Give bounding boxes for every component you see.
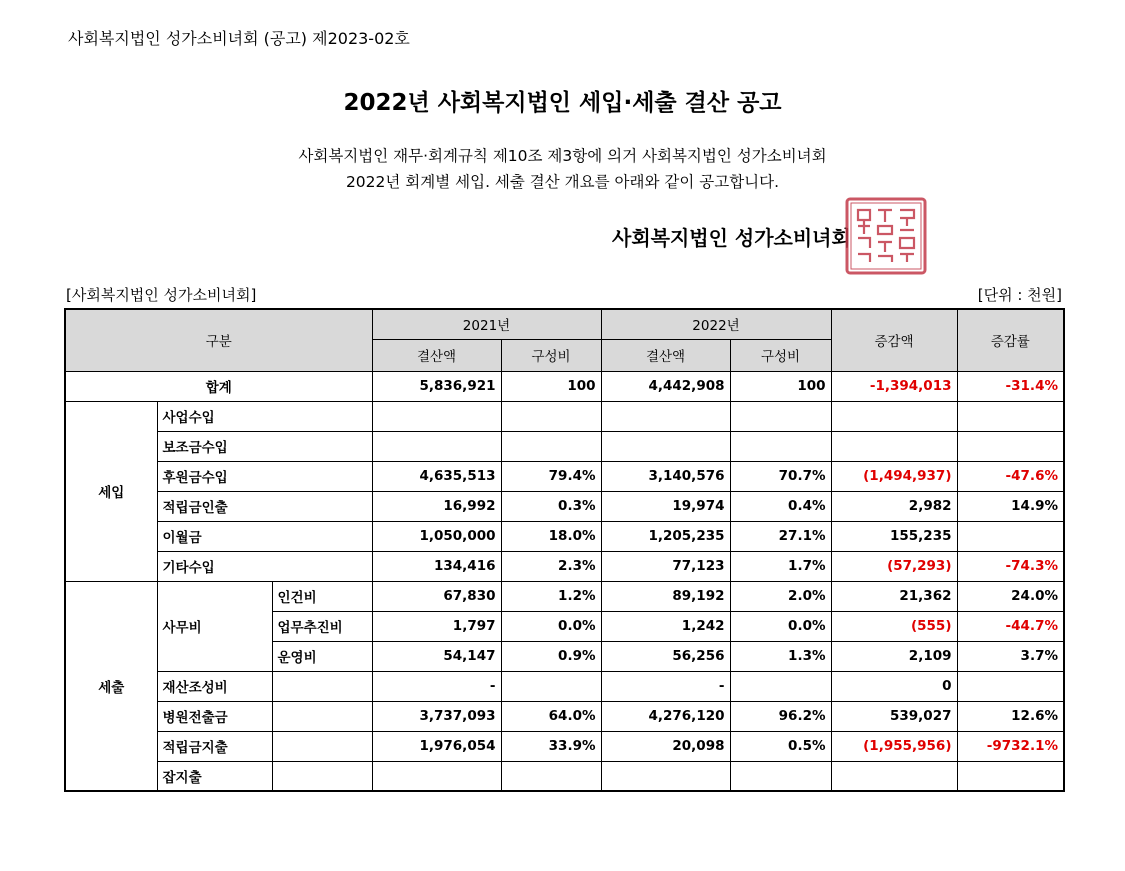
cell-amount-2021 <box>372 401 501 431</box>
cell-change <box>831 431 957 461</box>
table-row <box>65 551 1064 581</box>
cell-ratio-2021: 2.3% <box>501 551 601 581</box>
cell-amount-2021: 4,635,513 <box>372 461 501 491</box>
cell-rate <box>957 761 1064 791</box>
cell-amount-2022: 89,192 <box>601 581 730 611</box>
cell-ratio-2022 <box>730 401 831 431</box>
subcategory-office: 사무비 <box>157 581 272 671</box>
cell-change: (1,955,956) <box>831 731 957 761</box>
empty-cell <box>272 731 372 761</box>
cell-ratio-2021: 33.9% <box>501 731 601 761</box>
cell-rate: 3.7% <box>957 641 1064 671</box>
cell-rate <box>957 431 1064 461</box>
category-revenue: 세입 <box>65 401 157 581</box>
signature-name: 사회복지법인 성가소비녀회 <box>612 226 851 250</box>
cell-change: 539,027 <box>831 701 957 731</box>
cell-ratio-2021: 0.3% <box>501 491 601 521</box>
cell-change: 0 <box>831 671 957 701</box>
table-row <box>65 671 1064 701</box>
cell-amount-2022: 4,442,908 <box>601 371 730 401</box>
cell-rate: 14.9% <box>957 491 1064 521</box>
item-label: 업무추진비 <box>272 611 372 641</box>
cell-change: 2,109 <box>831 641 957 671</box>
intro-line: 사회복지법인 재무·회계규칙 제10조 제3항에 의거 사회복지법인 성가소비녀회 <box>298 147 827 165</box>
cell-amount-2022: 20,098 <box>601 731 730 761</box>
cell-ratio-2022 <box>730 761 831 791</box>
cell-amount-2022: 4,276,120 <box>601 701 730 731</box>
item-label: 이월금 <box>157 521 372 551</box>
cell-amount-2021: 1,797 <box>372 611 501 641</box>
item-label: 인건비 <box>272 581 372 611</box>
header-ratio-2021: 구성비 <box>501 339 601 371</box>
item-label: 보조금수입 <box>157 431 372 461</box>
cell-ratio-2022 <box>730 671 831 701</box>
cell-amount-2021: 5,836,921 <box>372 371 501 401</box>
header-ratio-2022: 구성비 <box>730 339 831 371</box>
cell-ratio-2022: 96.2% <box>730 701 831 731</box>
cell-rate: -47.6% <box>957 461 1064 491</box>
document-number: 사회복지법인 성가소비녀회 (공고) 제2023-02호 <box>68 29 410 48</box>
cell-amount-2022 <box>601 761 730 791</box>
item-label: 적립금인출 <box>157 491 372 521</box>
cell-rate: -74.3% <box>957 551 1064 581</box>
cell-amount-2022: 1,205,235 <box>601 521 730 551</box>
cell-rate: -9732.1% <box>957 731 1064 761</box>
cell-change: (1,494,937) <box>831 461 957 491</box>
official-seal-icon <box>844 196 928 276</box>
item-label: 잡지출 <box>157 761 272 791</box>
cell-change <box>831 761 957 791</box>
item-label: 사업수입 <box>157 401 372 431</box>
cell-change: 21,362 <box>831 581 957 611</box>
cell-rate <box>957 671 1064 701</box>
cell-amount-2022: 56,256 <box>601 641 730 671</box>
cell-ratio-2021: 79.4% <box>501 461 601 491</box>
cell-rate: -31.4% <box>957 371 1064 401</box>
cell-ratio-2022: 100 <box>730 371 831 401</box>
unit-label: [단위 : 천원] <box>977 286 1062 304</box>
table-row <box>65 761 1064 791</box>
cell-ratio-2022: 1.7% <box>730 551 831 581</box>
cell-ratio-2021: 18.0% <box>501 521 601 551</box>
item-label: 운영비 <box>272 641 372 671</box>
cell-amount-2021 <box>372 431 501 461</box>
cell-change: -1,394,013 <box>831 371 957 401</box>
cell-rate: 12.6% <box>957 701 1064 731</box>
cell-change: 155,235 <box>831 521 957 551</box>
cell-ratio-2021 <box>501 401 601 431</box>
cell-ratio-2022: 0.5% <box>730 731 831 761</box>
cell-ratio-2021: 1.2% <box>501 581 601 611</box>
cell-amount-2021 <box>372 761 501 791</box>
cell-change <box>831 401 957 431</box>
cell-amount-2022: 19,974 <box>601 491 730 521</box>
settlement-table <box>64 308 1065 792</box>
cell-ratio-2022: 0.4% <box>730 491 831 521</box>
cell-amount-2022 <box>601 431 730 461</box>
table-row <box>65 701 1064 731</box>
cell-amount-2021: 1,050,000 <box>372 521 501 551</box>
cell-ratio-2021: 100 <box>501 371 601 401</box>
header-change-rate: 증감률 <box>957 309 1064 371</box>
cell-rate: 24.0% <box>957 581 1064 611</box>
empty-cell <box>272 701 372 731</box>
cell-amount-2022: 1,242 <box>601 611 730 641</box>
cell-change: (555) <box>831 611 957 641</box>
cell-ratio-2021: 0.9% <box>501 641 601 671</box>
header-change-amount: 증감액 <box>831 309 957 371</box>
cell-ratio-2021: 64.0% <box>501 701 601 731</box>
cell-amount-2021: 67,830 <box>372 581 501 611</box>
cell-ratio-2022: 0.0% <box>730 611 831 641</box>
table-row <box>65 461 1064 491</box>
intro-line: 2022년 회계별 세입. 세출 결산 개요를 아래와 같이 공고합니다. <box>345 173 780 191</box>
table-row <box>65 431 1064 461</box>
cell-rate <box>957 401 1064 431</box>
table-row <box>65 521 1064 551</box>
cell-ratio-2022 <box>730 431 831 461</box>
item-label: 재산조성비 <box>157 671 272 701</box>
header-settled-2022: 결산액 <box>601 339 730 371</box>
cell-ratio-2021 <box>501 761 601 791</box>
item-label: 적립금지출 <box>157 731 272 761</box>
item-label: 후원금수입 <box>157 461 372 491</box>
header-settled-2021: 결산액 <box>372 339 501 371</box>
cell-ratio-2021 <box>501 431 601 461</box>
cell-amount-2021: 3,737,093 <box>372 701 501 731</box>
cell-amount-2021: - <box>372 671 501 701</box>
cell-ratio-2022: 70.7% <box>730 461 831 491</box>
cell-amount-2021: 134,416 <box>372 551 501 581</box>
intro-text <box>0 143 1125 195</box>
cell-ratio-2021: 0.0% <box>501 611 601 641</box>
cell-amount-2022 <box>601 401 730 431</box>
empty-cell <box>272 671 372 701</box>
table-row <box>65 401 1064 431</box>
cell-amount-2021: 16,992 <box>372 491 501 521</box>
total-label: 합계 <box>65 371 372 401</box>
item-label: 기타수입 <box>157 551 372 581</box>
header-year-2021: 2021년 <box>372 309 601 339</box>
item-label: 병원전출금 <box>157 701 272 731</box>
table-row <box>65 731 1064 761</box>
cell-amount-2022: 77,123 <box>601 551 730 581</box>
cell-amount-2022: - <box>601 671 730 701</box>
cell-amount-2021: 54,147 <box>372 641 501 671</box>
header-category: 구분 <box>65 309 372 371</box>
total-row <box>65 371 1064 401</box>
cell-ratio-2022: 27.1% <box>730 521 831 551</box>
page-title: 2022년 사회복지법인 세입·세출 결산 공고 <box>343 90 782 116</box>
table-row <box>65 491 1064 521</box>
cell-ratio-2022: 2.0% <box>730 581 831 611</box>
empty-cell <box>272 761 372 791</box>
category-expense: 세출 <box>65 581 157 791</box>
table-row <box>65 581 1064 611</box>
header-year-2022: 2022년 <box>601 309 831 339</box>
cell-ratio-2021 <box>501 671 601 701</box>
cell-rate <box>957 521 1064 551</box>
cell-change: 2,982 <box>831 491 957 521</box>
cell-amount-2021: 1,976,054 <box>372 731 501 761</box>
cell-change: (57,293) <box>831 551 957 581</box>
cell-amount-2022: 3,140,576 <box>601 461 730 491</box>
entity-label: [사회복지법인 성가소비녀회] <box>66 286 257 304</box>
cell-rate: -44.7% <box>957 611 1064 641</box>
cell-ratio-2022: 1.3% <box>730 641 831 671</box>
